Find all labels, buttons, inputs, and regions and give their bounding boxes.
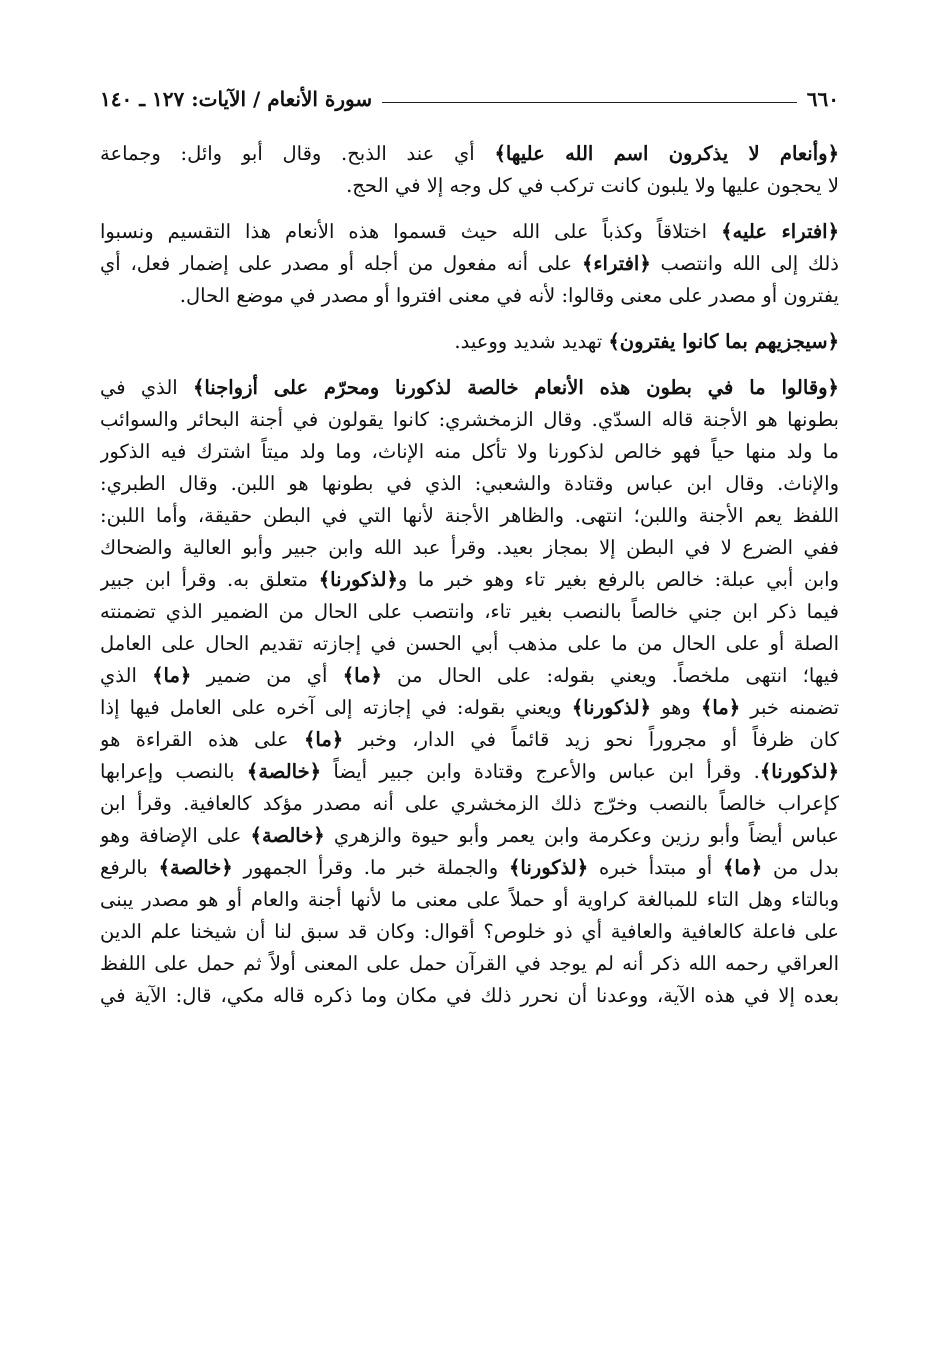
commentary-text: أي من ضمير [191, 664, 343, 687]
text-line: ما ولد منها حياً فهو خالص لذكورنا ولا تأكل منه الإناث، وما ولد ميتاً اشترك فيه الذكور [100, 440, 839, 463]
commentary-text: عباس أيضاً وأبو رزين وعكرمة وابن يعمر وأبو حيوة والزهري [324, 824, 839, 847]
text-line: كإعراب خالصاً بالنصب وخرّج ذلك الزمخشري على أنه مصدر مؤكد كالعافية. وقرأ ابن [100, 792, 839, 815]
commentary-text: اختلاقاً وكذباً على الله حيث قسموا هذه الأنعام هذا التقسيم ونسبوا [100, 220, 722, 243]
commentary-text: على الإضافة وهو [100, 824, 251, 847]
paragraph [100, 326, 839, 358]
text-line: العراقي رحمه الله ذكر أنه لم يوجد في القرآن حمل على المعنى أولاً ثم حمل على اللفظ [100, 952, 839, 975]
quran-quote: ﴿ما﴾ [700, 696, 741, 719]
text-line: الصلة أو على الحال من ما على مذهب أبي الحسن في إجازته تقديم الحال على العامل [100, 632, 839, 655]
text-line [100, 564, 839, 596]
quran-quote: ﴿ما﴾ [152, 664, 192, 687]
commentary-text: بالرفع [100, 856, 159, 879]
paragraph [100, 372, 839, 1012]
quran-quote: ﴿خالصة﴾ [250, 824, 325, 847]
commentary-text: ويعني بقوله: في إجازته إلى آخره على العامل فيها إذا [100, 696, 572, 719]
paragraph [100, 138, 839, 202]
commentary-text: . وقرأ ابن عباس والأعرج وقتادة وابن جبير أيضاً [321, 760, 760, 783]
commentary-text: والجملة خبر ما. وقرأ الجمهور [232, 856, 509, 879]
quran-quote: ﴿افتراء﴾ [581, 252, 651, 275]
quran-quote: ﴿لذكورنا﴾ [318, 568, 398, 591]
quran-quote: ﴿سيجزيهم بما كانوا يفترون﴾ [608, 330, 839, 353]
text-line [100, 756, 839, 788]
commentary-text: أي عند الذبح. وقال أبو وائل: وجماعة [100, 142, 495, 165]
quran-quote: ﴿ما﴾ [342, 664, 382, 687]
page-header [100, 84, 839, 114]
commentary-text: ذلك إلى الله وانتصب [650, 252, 839, 275]
commentary-text: فيها؛ انتهى ملخصاً. ويعني بقوله: على الحال من [381, 664, 839, 687]
commentary-text: وابن أبي عبلة: خالص بالرفع بغير تاء وهو خبر ما و [397, 568, 839, 591]
text-line: بعده إلا في هذه الآية، ووعدنا أن نحرر ذلك في مكان وما ذكره قاله مكي، قال: الآية في [100, 984, 839, 1007]
text-line [100, 692, 839, 724]
quran-quote: ﴿لذكورنا﴾ [571, 696, 651, 719]
commentary-text: بالنصب وإعرابها [100, 760, 247, 783]
text-line: ففي الضرع لا في البطن إلا بمجاز بعيد. وقرأ عبد الله وابن جبير وأبو العالية والضحاك [100, 536, 839, 559]
quran-quote: ﴿وأنعام لا يذكرون اسم الله عليها﴾ [494, 142, 839, 165]
text-line: على فاعلة كالعافية والعافية أي ذو خلوص؟ أقوال: وكان قد سبق لنا أن شيخنا علم الدين [100, 920, 839, 943]
text-line [100, 852, 839, 884]
header-rule [382, 102, 797, 103]
commentary-text: تضمنه خبر [740, 696, 839, 719]
commentary-text: كان ظرفاً أو مجروراً نحو زيد قائماً في الدار، وخبر [343, 728, 839, 751]
text-line: اللفظ يعم الأجنة واللبن؛ انتهى. والظاهر الأجنة لأنها التي في البطن حقيقة، وأما اللبن: [100, 504, 839, 527]
commentary-text: أو مبتدأ خبره [588, 856, 723, 879]
text-line [100, 248, 839, 280]
paragraph [100, 216, 839, 312]
commentary-text: على هذه القراءة هو [100, 728, 304, 751]
page-number: ٦٦٠ [806, 87, 839, 111]
text-line: وبالتاء وهل التاء للمبالغة كراوية أو حملاً على معنى ما لأنها أجنة والعام أو هو مصدر يبنى [100, 888, 839, 911]
text-line [100, 138, 839, 170]
commentary-text: الذي [100, 664, 153, 687]
text-line: بطونها هو الأجنة قاله السدّي. وقال الزمخشري: كانوا يقولون في أجنة البحائر والسوائب [100, 408, 839, 431]
text-line [100, 724, 839, 756]
commentary-text: بدل من [762, 856, 839, 879]
commentary-text: وهو [650, 696, 701, 719]
quran-quote: ﴿افتراء عليه﴾ [721, 220, 839, 243]
quran-quote: ﴿خالصة﴾ [246, 760, 322, 783]
page-body [100, 138, 839, 1026]
quran-quote: ﴿ما﴾ [303, 728, 344, 751]
quran-quote: ﴿خالصة﴾ [158, 856, 233, 879]
sura-title: سورة الأنعام / الآيات: ١٢٧ ـ ١٤٠ [100, 87, 373, 111]
text-line [100, 372, 839, 404]
text-line: يفترون أو مصدر على معنى وقالوا: لأنه في معنى افتروا أو مصدر في موضع الحال. [179, 284, 839, 307]
text-line [100, 326, 839, 358]
text-line: والإناث. وقال ابن عباس وقتادة والشعبي: الذي في بطونها هو اللبن. وقال الطبري: [100, 472, 839, 495]
text-line [100, 216, 839, 248]
quran-quote: ﴿لذكورنا﴾ [509, 856, 589, 879]
text-line [100, 660, 839, 692]
quran-quote: ﴿وقالوا ما في بطون هذه الأنعام خالصة لذكورنا ومحرّم على أزواجنا﴾ [192, 376, 839, 399]
quran-quote: ﴿لذكورنا﴾ [759, 760, 839, 783]
quran-quote: ﴿ما﴾ [723, 856, 763, 879]
text-line [100, 820, 839, 852]
text-line: لا يحجون عليها ولا يلبون كانت تركب في كل وجه إلا في الحج. [346, 174, 839, 197]
text-line: فيما ذكر ابن جني خالصاً بالنصب بغير تاء، وانتصب على الحال من الضمير الذي تضمنته [100, 600, 839, 623]
commentary-text: متعلق به. وقرأ ابن جبير [100, 568, 319, 591]
commentary-text: تهديد شديد ووعيد. [454, 330, 609, 353]
commentary-text: على أنه مفعول من أجله أو مصدر على إضمار فعل، أي [100, 252, 582, 275]
commentary-text: الذي في [100, 376, 193, 399]
